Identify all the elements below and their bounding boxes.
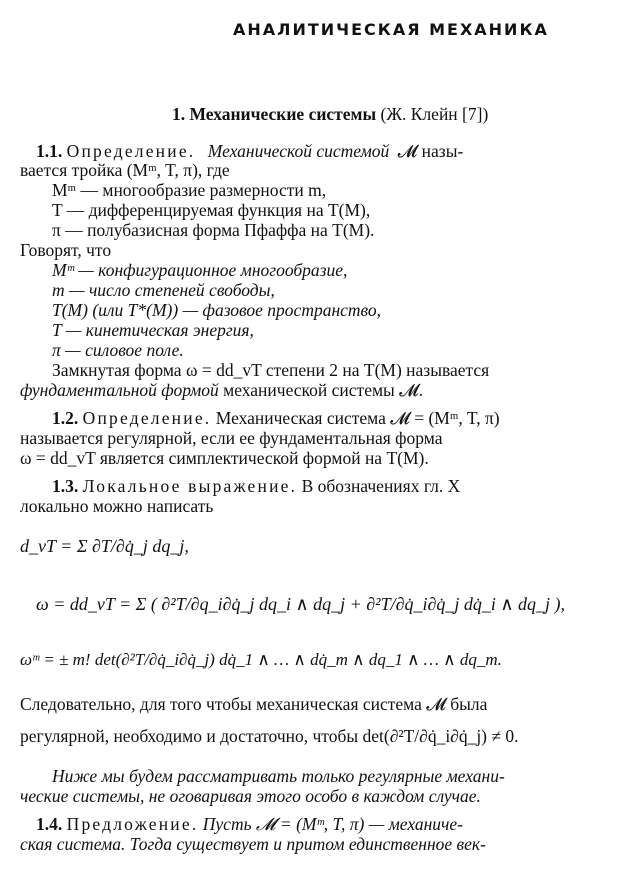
para-heading: Определение. (66, 141, 196, 161)
term-fundamental-form: фундаментальной формой (20, 380, 219, 400)
para-number: 1.4. (36, 814, 63, 834)
term-mechanical-system: Механической системой (207, 141, 390, 161)
condition-line-2: регулярной, необходимо и достаточно, чтобы det(∂²T/∂q̇_i∂q̇_j) ≠ 0. (20, 726, 519, 746)
condition-line-1: Следовательно, для того чтобы механическая система 𝓜 была (20, 694, 488, 714)
para-1-2-line-1 (52, 408, 500, 428)
closing-line-2 (20, 380, 423, 400)
term-kinetic: T — кинетическая энергия, (52, 320, 254, 340)
para-heading: Локальное выражение. (82, 476, 298, 496)
item-pfaff-form: π — полубазисная форма Пфаффа на T(M). (52, 220, 375, 240)
para-1-1-line-2: вается тройка (Mᵐ, T, π), где (20, 160, 230, 180)
para-1-3-line-1 (52, 476, 460, 496)
closing-line-1: Замкнутая форма ω = dd_vT степени 2 на T(M) называется (52, 360, 490, 380)
term-phase-space: T(M) (или T*(M)) — фазовое пространство, (52, 300, 382, 320)
para-1-4-line-2: ская система. Тогда существует и притом единственное век- (20, 834, 486, 854)
term-degrees: m — число степеней свободы, (52, 280, 275, 300)
para-number: 1.2. (52, 408, 79, 428)
equation-dvT: d_vT = Σ ∂T/∂q̇_j dq_j, (20, 536, 189, 556)
section-reference: (Ж. Клейн [7]) (380, 104, 489, 124)
note-line-2: ческие системы, не оговаривая этого особо в каждом случае. (20, 786, 481, 806)
para-number: 1.3. (52, 476, 79, 496)
para-heading: Определение. (82, 408, 212, 428)
item-manifold: Mᵐ — многообразие размерности m, (52, 180, 327, 200)
para-1-1-line-1 (36, 141, 463, 161)
para-1-2-line-2: называется регулярной, если ее фундаментальная форма (20, 428, 443, 448)
equation-omega: ω = dd_vT = Σ ( ∂²T/∂q_i∂q̇_j dq_i ∧ dq_j + ∂²T/∂q̇_i∂q̇_j dq̇_i ∧ dq_j ), (36, 594, 566, 614)
item-function: T — дифференцируемая функция на T(M), (52, 200, 371, 220)
line-tail: 𝓜 назы- (397, 141, 464, 161)
line-rest: Пусть 𝓜 = (Mᵐ, T, π) — механиче- (202, 814, 463, 834)
para-heading: Предложение. (66, 814, 199, 834)
note-line-1: Ниже мы будем рассматривать только регулярные механи- (52, 766, 505, 786)
section-heading (172, 104, 488, 124)
term-configuration: Mᵐ — конфигурационное многообразие, (52, 260, 348, 280)
term-force-field: π — силовое поле. (52, 340, 184, 360)
chapter-title: АНАЛИТИЧЕСКАЯ МЕХАНИКА (233, 20, 549, 39)
line-rest: Механическая система 𝓜 = (Mᵐ, T, π) (215, 408, 500, 428)
para-1-3-line-2: локально можно написать (20, 496, 214, 516)
closing-line-2-rest: механической системы 𝓜. (223, 380, 424, 400)
para-1-2-line-3: ω = dd_vT является симплектической формой на T(M). (20, 448, 429, 468)
section-title: 1. Механические системы (172, 104, 377, 124)
para-1-4-line-1 (36, 814, 463, 834)
equation-omega-power: ωᵐ = ± m! det(∂²T/∂q̇_i∂q̇_j) dq̇_1 ∧ … ∧ dq̇_m ∧ dq_1 ∧ … ∧ dq_m. (20, 650, 502, 669)
line-rest: В обозначениях гл. X (301, 476, 461, 496)
say-line: Говорят, что (20, 240, 112, 260)
para-number: 1.1. (36, 141, 63, 161)
